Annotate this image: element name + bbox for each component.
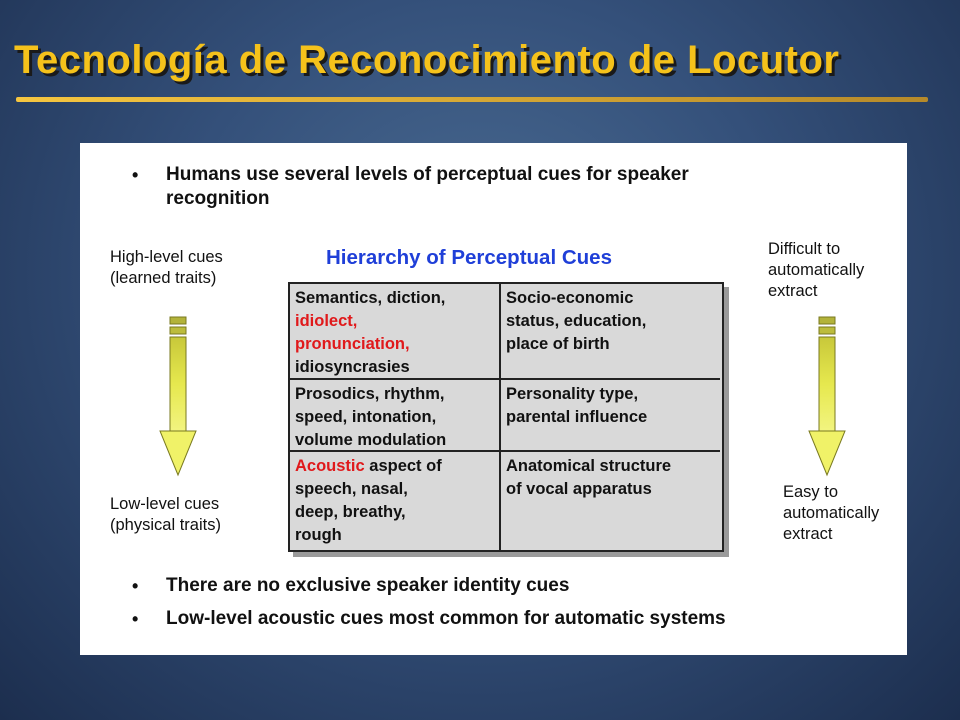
down-arrow-left-icon (158, 314, 198, 478)
slide-title: Tecnología de Reconocimiento de Locutor (14, 38, 840, 82)
cell-low-left: Acoustic aspect of speech, nasal, deep, breathy, rough (290, 452, 501, 550)
bullet-dot: • (132, 609, 139, 629)
cell-high-right: Socio-economic status, education, place of birth (501, 284, 720, 380)
bullet-dot: • (132, 165, 139, 185)
diagram-title: Hierarchy of Perceptual Cues (326, 246, 612, 269)
cue-hierarchy-table (288, 282, 724, 552)
cell-mid-right: Personality type, parental influence (501, 380, 720, 452)
cell-high-left: Semantics, diction, idiolect, pronunciation, idiosyncrasies (290, 284, 501, 380)
down-arrow-right-icon (807, 314, 847, 478)
cell-low-right: Anatomical structure of vocal apparatus (506, 457, 672, 498)
label-high-level: High-level cues (learned traits) (110, 248, 223, 287)
label-easy: Easy to automatically extract (783, 483, 880, 543)
bullet-line-1: Humans use several levels of perceptual cues for speaker (166, 164, 689, 185)
cell-mid-left: Prosodics, rhythm, speed, intonation, volume modulation (290, 380, 501, 452)
title-underline (16, 97, 928, 102)
label-difficult: Difficult to automatically extract (768, 240, 865, 300)
bullet-line-2: recognition (166, 188, 270, 209)
label-low-level: Low-level cues (physical traits) (110, 495, 221, 534)
content-panel: • Humans use several levels of perceptual cues for speaker recognition High-level cues (learned traits) Low-level cues (physical traits) Difficult to automatically extract Easy to automatically extract Hierarchy of Perceptual Cues Semantics, diction, idiolect, pronunciation, idiosyncrasies Socio-economic status, education, place of birth Prosodics, rhythm, speed, intonation, volume modulation Personality type, parental influence Acoustic aspect of speech, nasal, deep, breathy, rough Anatomical structure of vocal apparatus • There are no exclusive speaker identity cues • Low-level acoustic cues most common for automatic systems (80, 143, 907, 655)
bullet-dot: • (132, 576, 139, 596)
